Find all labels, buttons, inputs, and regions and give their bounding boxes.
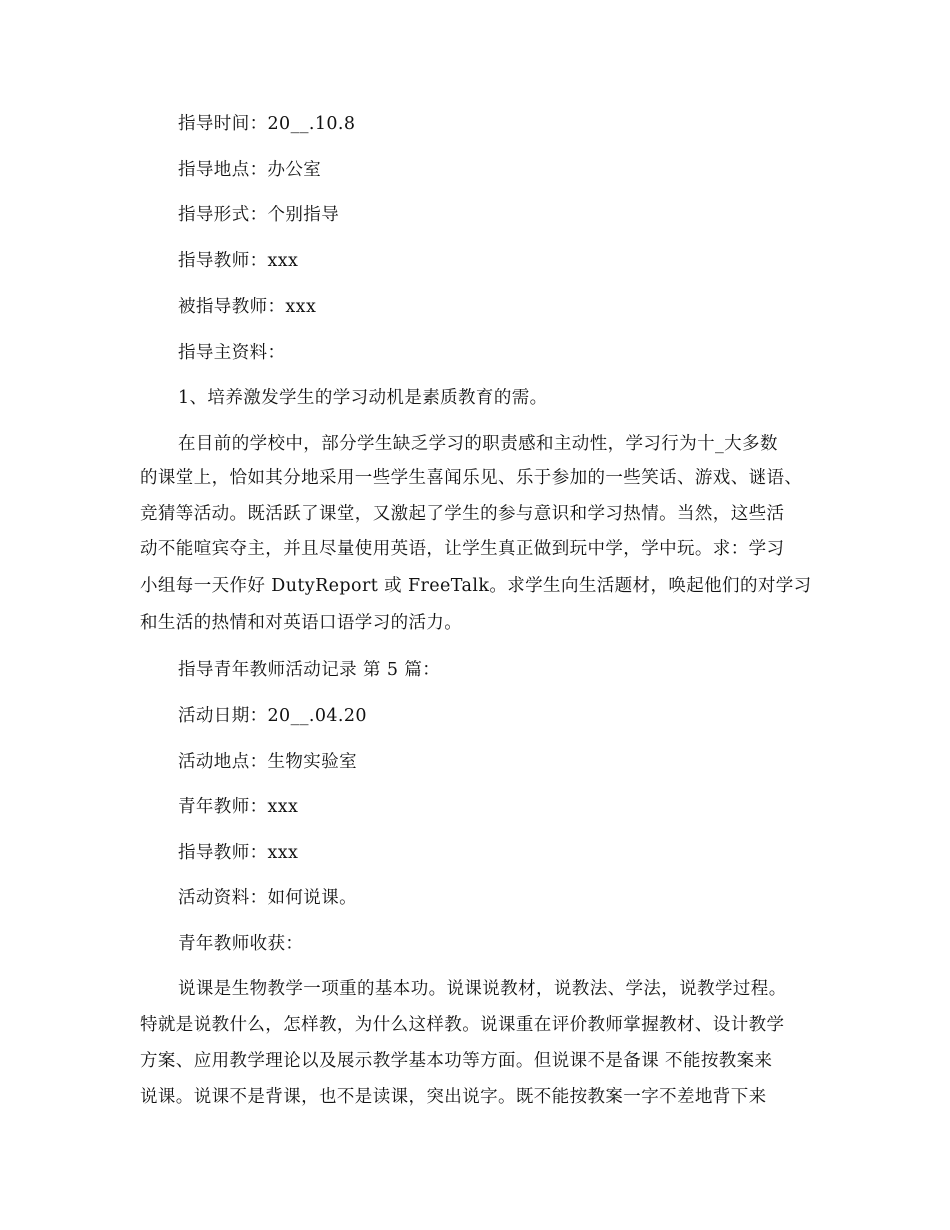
young-teacher: 青年教师：xxx <box>178 797 299 817</box>
paragraph-line: 动不能喧宾夺主，并且尽量使用英语，让学生真正做到玩中学，学中玩。求：学习 <box>140 539 785 559</box>
point-one-heading: 1、培养激发学生的学习动机是素质教育的需。 <box>178 388 548 408</box>
guidance-location: 指导地点：办公室 <box>178 160 322 180</box>
section-heading: 指导青年教师活动记录 第 5 篇： <box>178 660 441 680</box>
paragraph-line: 的课堂上，恰如其分地采用一些学生喜闻乐见、乐于参加的一些笑话、游戏、谜语、 <box>140 468 803 488</box>
paragraph-line: 方案、应用教学理论以及展示教学基本功等方面。但说课不是备课 不能按教案来 <box>140 1051 773 1071</box>
paragraph-line: 小组每一天作好 DutyReport 或 FreeTalk。求学生向生活题材，唤起他们的对学习 <box>140 576 812 596</box>
guidance-format: 指导形式：个别指导 <box>178 205 340 225</box>
paragraph-line: 和生活的热情和对英语口语学习的活力。 <box>140 613 463 633</box>
guided-teacher: 被指导教师：xxx <box>178 297 317 317</box>
activity-materials: 活动资料：如何说课。 <box>178 888 357 908</box>
paragraph-line: 说课。说课不是背课，也不是读课，突出说字。既不能按教案一字不差地背下来 <box>140 1087 767 1107</box>
guidance-teacher-2: 指导教师：xxx <box>178 843 299 863</box>
paragraph-line: 竞猜等活动。既活跃了课堂，又激起了学生的参与意识和学习热情。当然，这些活 <box>140 504 785 524</box>
activity-location: 活动地点：生物实验室 <box>178 752 357 772</box>
paragraph-line: 说课是生物教学一项重的基本功。说课说教材，说教法、学法，说教学过程。 <box>178 979 787 999</box>
young-teacher-gains-label: 青年教师收获： <box>178 934 304 954</box>
guidance-time: 指导时间：20__.10.8 <box>178 114 356 134</box>
guidance-materials-label: 指导主资料： <box>178 343 286 363</box>
paragraph-line: 特就是说教什么，怎样教，为什么这样教。说课重在评价教师掌握教材、设计教学 <box>140 1015 785 1035</box>
guidance-teacher: 指导教师：xxx <box>178 251 299 271</box>
paragraph-line: 在目前的学校中，部分学生缺乏学习的职责感和主动性，学习行为十_大多数 <box>178 434 778 454</box>
activity-date: 活动日期：20__.04.20 <box>178 706 367 726</box>
